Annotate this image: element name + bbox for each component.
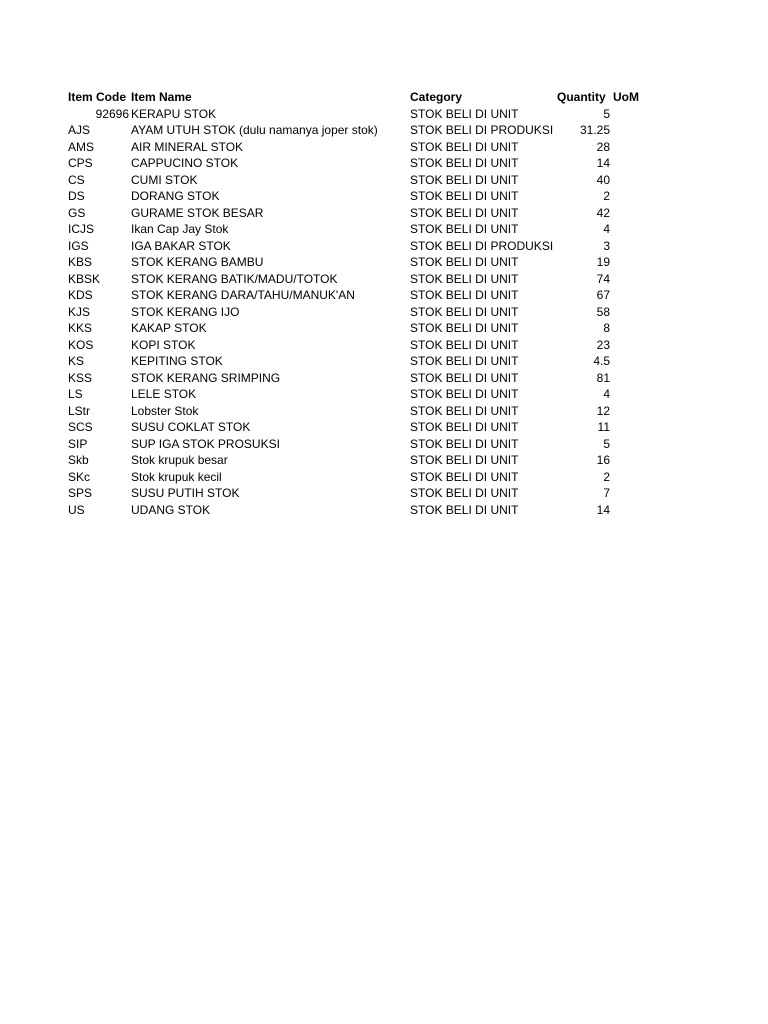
category-cell: STOK BELI DI UNIT: [410, 189, 519, 203]
quantity-cell: 5: [603, 106, 610, 121]
category-cell: STOK BELI DI UNIT: [410, 222, 519, 236]
table-row: [0, 155, 768, 172]
item-name-cell: KEPITING STOK: [131, 354, 223, 368]
quantity-cell: 23: [596, 337, 610, 352]
item-name-cell: AYAM UTUH STOK (dulu namanya joper stok): [131, 123, 378, 137]
item-name-cell: SUSU PUTIH STOK: [131, 486, 240, 500]
category-cell: STOK BELI DI UNIT: [410, 205, 519, 220]
item-name-cell: LELE STOK: [131, 387, 197, 401]
quantity-cell: 14: [596, 502, 610, 517]
category-cell: STOK BELI DI UNIT: [410, 420, 519, 434]
quantity-cell: 7: [603, 486, 610, 500]
quantity-cell: 14: [596, 156, 610, 170]
item-code-cell: CS: [68, 172, 85, 187]
item-code-cell: AMS: [68, 139, 95, 154]
item-name-cell: Lobster Stok: [131, 403, 199, 418]
quantity-cell: 8: [603, 321, 610, 335]
item-code-cell: SPS: [68, 486, 93, 500]
table-row: [0, 188, 768, 205]
item-name-cell: KOPI STOK: [131, 337, 196, 352]
item-code-cell: CPS: [68, 156, 93, 170]
category-cell: STOK BELI DI UNIT: [410, 354, 519, 368]
category-cell: STOK BELI DI UNIT: [410, 321, 519, 335]
table-row: [0, 304, 768, 321]
item-code-cell: DS: [68, 189, 85, 203]
category-cell: STOK BELI DI UNIT: [410, 453, 519, 467]
quantity-cell: 12: [596, 403, 610, 418]
item-code-cell: KSS: [68, 370, 93, 385]
item-code-cell: KS: [68, 354, 85, 368]
item-name-cell: Stok krupuk kecil: [131, 469, 222, 484]
quantity-cell: 5: [603, 436, 610, 451]
quantity-cell: 11: [597, 420, 610, 434]
item-code-cell: US: [68, 502, 85, 517]
quantity-cell: 3: [603, 238, 610, 253]
table-row: [0, 370, 768, 387]
quantity-cell: 67: [596, 288, 610, 302]
item-name-cell: GURAME STOK BESAR: [131, 205, 264, 220]
item-code-cell: KJS: [68, 304, 91, 319]
category-cell: STOK BELI DI UNIT: [410, 172, 519, 187]
header-uom: UoM: [613, 90, 639, 104]
category-cell: STOK BELI DI UNIT: [410, 486, 519, 500]
category-cell: STOK BELI DI UNIT: [410, 156, 519, 170]
table-row: [0, 502, 768, 519]
item-code-cell: AJS: [68, 123, 91, 137]
table-row: [0, 287, 768, 304]
item-code-cell: LStr: [68, 403, 91, 418]
category-cell: STOK BELI DI PRODUKSI: [410, 238, 554, 253]
item-name-cell: UDANG STOK: [131, 502, 211, 517]
category-cell: STOK BELI DI PRODUKSI: [410, 123, 554, 137]
table-row: [0, 403, 768, 420]
category-cell: STOK BELI DI UNIT: [410, 106, 519, 121]
table-row: [0, 122, 768, 139]
item-name-cell: STOK KERANG DARA/TAHU/MANUK'AN: [131, 288, 355, 302]
item-code-cell: KKS: [68, 321, 93, 335]
category-cell: STOK BELI DI UNIT: [410, 271, 519, 286]
header-category: Category: [410, 90, 463, 104]
item-name-cell: Stok krupuk besar: [131, 453, 228, 467]
category-cell: STOK BELI DI UNIT: [410, 288, 519, 302]
quantity-cell: 28: [596, 139, 610, 154]
item-code-cell: KBS: [68, 255, 93, 269]
category-cell: STOK BELI DI UNIT: [410, 139, 519, 154]
table-row: [0, 139, 768, 156]
table-row: [0, 172, 768, 189]
item-name-cell: STOK KERANG BATIK/MADU/TOTOK: [131, 271, 338, 286]
table-row: [0, 485, 768, 502]
item-code-cell: ICJS: [68, 222, 95, 236]
quantity-cell: 58: [596, 304, 610, 319]
item-code-cell: SCS: [68, 420, 93, 434]
item-code-cell: KBSK: [68, 271, 101, 286]
quantity-cell: 2: [603, 189, 610, 203]
table-row: [0, 221, 768, 238]
item-name-cell: SUSU COKLAT STOK: [131, 420, 251, 434]
quantity-cell: 4: [603, 222, 610, 236]
table-row: [0, 386, 768, 403]
category-cell: STOK BELI DI UNIT: [410, 469, 519, 484]
table-row: [0, 106, 768, 123]
table-row: [0, 271, 768, 288]
table-row: [0, 419, 768, 436]
quantity-cell: 40: [596, 172, 610, 187]
item-code-cell: KOS: [68, 337, 94, 352]
item-code-cell: Skb: [68, 453, 89, 467]
item-code-cell: GS: [68, 205, 86, 220]
quantity-cell: 31.25: [579, 123, 610, 137]
item-code-cell: KDS: [68, 288, 93, 302]
item-code-cell: LS: [68, 387, 83, 401]
category-cell: STOK BELI DI UNIT: [410, 255, 519, 269]
category-cell: STOK BELI DI UNIT: [410, 304, 519, 319]
item-code-cell: 92696: [95, 106, 129, 121]
quantity-cell: 16: [596, 453, 610, 467]
stock-table: [0, 89, 768, 518]
item-code-cell: IGS: [68, 238, 89, 253]
quantity-cell: 19: [596, 255, 610, 269]
header-quantity: Quantity: [557, 90, 606, 104]
quantity-cell: 4.5: [593, 354, 610, 368]
item-name-cell: CAPPUCINO STOK: [131, 156, 239, 170]
item-name-cell: STOK KERANG SRIMPING: [131, 370, 281, 385]
item-name-cell: AIR MINERAL STOK: [131, 139, 244, 154]
category-cell: STOK BELI DI UNIT: [410, 403, 519, 418]
table-row: [0, 337, 768, 354]
table-row: [0, 254, 768, 271]
item-name-cell: KERAPU STOK: [131, 106, 217, 121]
category-cell: STOK BELI DI UNIT: [410, 337, 519, 352]
item-name-cell: CUMI STOK: [131, 172, 198, 187]
item-code-cell: SKc: [68, 469, 91, 484]
quantity-cell: 81: [596, 370, 610, 385]
item-name-cell: STOK KERANG BAMBU: [131, 255, 264, 269]
category-cell: STOK BELI DI UNIT: [410, 387, 519, 401]
category-cell: STOK BELI DI UNIT: [410, 502, 519, 517]
item-name-cell: KAKAP STOK: [131, 321, 207, 335]
table-row: [0, 205, 768, 222]
table-row: [0, 353, 768, 370]
quantity-cell: 2: [603, 469, 610, 484]
header-item-name: Item Name: [131, 90, 192, 104]
category-cell: STOK BELI DI UNIT: [410, 436, 519, 451]
table-row: [0, 238, 768, 255]
header-item-code: Item Code: [68, 90, 127, 104]
table-row: [0, 469, 768, 486]
table-row: [0, 436, 768, 453]
quantity-cell: 4: [603, 387, 610, 401]
quantity-cell: 74: [596, 271, 610, 286]
table-row: [0, 320, 768, 337]
item-name-cell: Ikan Cap Jay Stok: [131, 222, 229, 236]
item-name-cell: DORANG STOK: [131, 189, 220, 203]
quantity-cell: 42: [596, 205, 610, 220]
table-row: [0, 452, 768, 469]
item-name-cell: STOK KERANG IJO: [131, 304, 240, 319]
item-name-cell: SUP IGA STOK PROSUKSI: [131, 436, 280, 451]
item-name-cell: IGA BAKAR STOK: [131, 238, 231, 253]
item-code-cell: SIP: [68, 436, 88, 451]
category-cell: STOK BELI DI UNIT: [410, 370, 519, 385]
table-header-row: [0, 89, 768, 106]
